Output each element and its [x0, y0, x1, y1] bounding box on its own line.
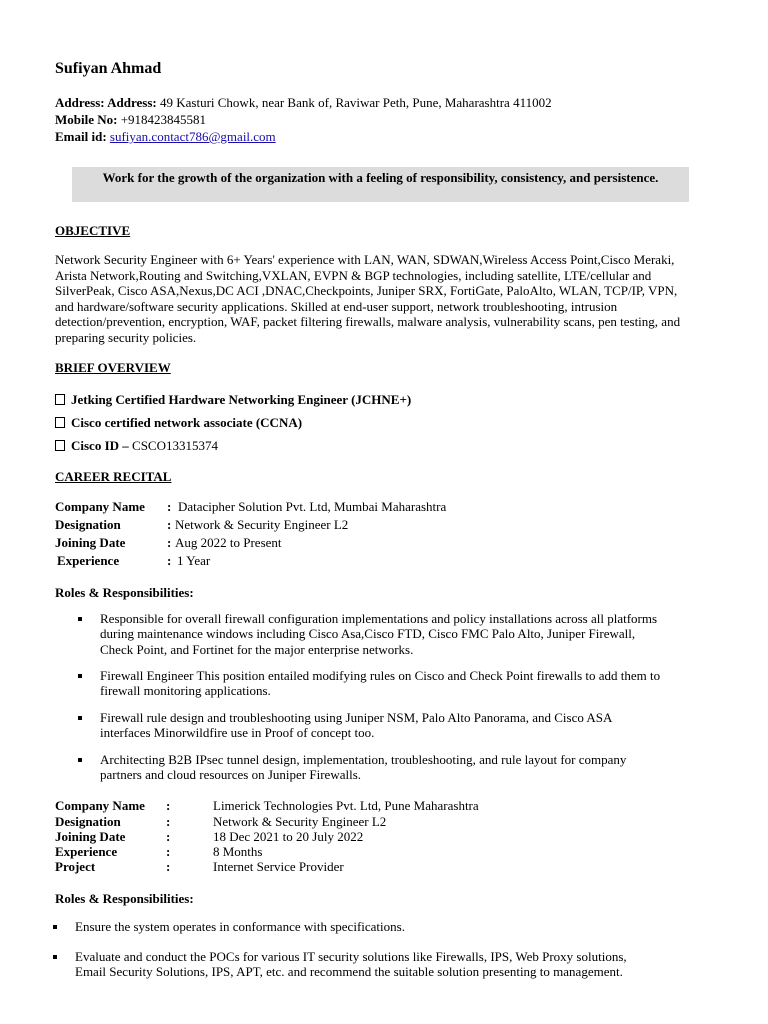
detail-colon: :	[167, 535, 172, 550]
email-link[interactable]: sufiyan.contact786@gmail.com	[109, 129, 276, 144]
detail-colon: :	[166, 798, 171, 813]
objective-line: and hardware/software security applications. Skilled at end-user support, network troubleshooting, intrusion	[55, 298, 618, 314]
detail-value: Network & Security Engineer L2	[213, 814, 387, 829]
list-item-line: during maintenance windows including Cisco Asa,Cisco FTD, Cisco FMC Palo Alto, Juniper Firewall,	[100, 626, 636, 642]
objective-line: SilverPeak, Cisco ASA,Nexus,DC ACI ,DNAC,Checkpoints, Juniper SRX, FortiGate, PaloAlto, WLAN, TCP/IP, VPN,	[55, 283, 678, 299]
career-goal-banner	[72, 167, 689, 202]
detail-colon: :	[166, 859, 171, 874]
objective-line: preparing security policies.	[55, 329, 197, 345]
list-item-line: interfaces Minorwildfire use in Proof of concept too.	[100, 725, 375, 741]
detail-colon: :	[166, 829, 171, 844]
mobile-line	[55, 112, 206, 128]
detail-key: Experience	[57, 553, 120, 568]
detail-colon: :	[167, 553, 172, 568]
bullet-icon	[78, 617, 82, 621]
certification-name: Cisco ID –	[71, 438, 133, 453]
detail-value: 18 Dec 2021 to 20 July 2022	[213, 829, 364, 844]
roles-heading: Roles & Responsibilities:	[55, 585, 194, 600]
detail-colon: :	[167, 517, 172, 532]
career-goal-text: Work for the growth of the organization with a feeling of responsibility, consistency, and persistence.	[102, 170, 659, 185]
list-item-line: Firewall Engineer This position entailed modifying rules on Cisco and Check Point firewalls to add them to	[100, 668, 661, 683]
objective-line: detection/prevention, encryption, WAF, packet filtering firewalls, malware analysis, vulnerability scans, pen testing, and	[55, 314, 681, 330]
list-item-line: firewall monitoring applications.	[100, 683, 271, 699]
detail-key: Designation	[55, 517, 121, 532]
checkbox-icon	[55, 394, 65, 405]
mobile-label: Mobile No:	[55, 112, 118, 127]
detail-value: 1 Year	[177, 553, 211, 568]
detail-colon: :	[166, 844, 171, 859]
list-item	[75, 949, 627, 980]
email-line	[55, 129, 276, 145]
checkbox-icon	[55, 417, 65, 428]
list-item-line: partners and cloud resources on Juniper Firewalls.	[100, 767, 362, 783]
candidate-name: Sufiyan Ahmad	[55, 60, 162, 77]
detail-value: 8 Months	[213, 844, 263, 859]
detail-colon: :	[166, 814, 171, 829]
bullet-icon	[78, 716, 82, 720]
detail-key: Experience	[55, 844, 118, 859]
list-item	[100, 668, 660, 699]
address-value: 49 Kasturi Chowk, near Bank of, Raviwar Peth, Pune, Maharashtra 411002	[156, 95, 552, 110]
bullet-icon	[78, 758, 82, 762]
email-label: Email id:	[55, 129, 107, 144]
mobile-value: +918423845581	[117, 112, 207, 127]
certification-name: Cisco certified network associate (CCNA)	[71, 415, 303, 430]
certification-item	[55, 438, 218, 454]
detail-key: Company Name	[55, 798, 145, 813]
objective-heading: OBJECTIVE	[55, 223, 131, 238]
objective-paragraph	[55, 252, 745, 346]
list-item	[100, 710, 612, 741]
address-line	[55, 95, 552, 111]
detail-value: Aug 2022 to Present	[175, 535, 282, 550]
detail-value: Datacipher Solution Pvt. Ltd, Mumbai Maharashtra	[178, 499, 447, 514]
detail-key: Designation	[55, 814, 121, 829]
detail-colon: :	[167, 499, 172, 514]
detail-value: Network & Security Engineer L2	[175, 517, 349, 532]
career-heading: CAREER RECITAL	[55, 469, 172, 484]
list-item-line: Check Point, and Fortinet for the major enterprise networks.	[100, 641, 414, 657]
list-item-line: Ensure the system operates in conformance with specifications.	[75, 919, 405, 934]
address-label: Address: Address:	[55, 95, 157, 110]
certification-detail: CSCO13315374	[132, 438, 218, 453]
overview-heading: BRIEF OVERVIEW	[55, 360, 171, 375]
list-item	[75, 919, 405, 934]
list-item-line: Evaluate and conduct the POCs for various IT security solutions like Firewalls, IPS, Web Proxy solutions,	[75, 949, 627, 964]
list-item	[100, 752, 626, 783]
list-item-line: Architecting B2B IPsec tunnel design, implementation, troubleshooting, and rule layout for company	[100, 752, 627, 767]
bullet-icon	[78, 674, 82, 678]
list-item	[100, 611, 657, 657]
roles-heading: Roles & Responsibilities:	[55, 891, 194, 906]
list-item-line: Email Security Solutions, IPS, APT, etc. and recommend the suitable solution presenting to management.	[75, 964, 623, 980]
certification-name: Jetking Certified Hardware Networking Engineer (JCHNE+)	[71, 392, 412, 407]
list-item-line: Firewall rule design and troubleshooting using Juniper NSM, Palo Alto Panorama, and Cisco ASA	[100, 710, 613, 725]
detail-key: Joining Date	[55, 829, 126, 844]
certification-item	[55, 415, 302, 431]
checkbox-icon	[55, 440, 65, 451]
bullet-icon	[53, 925, 57, 929]
certification-item	[55, 392, 411, 408]
objective-line: Arista Network,Routing and Switching,VXLAN, EVPN & BGP technologies, including satellite, LTE/cellular and	[55, 267, 652, 283]
objective-line: Network Security Engineer with 6+ Years' experience with LAN, WAN, SDWAN,Wireless Access Point,Cisco Meraki,	[55, 252, 675, 267]
bullet-icon	[53, 955, 57, 959]
list-item-line: Responsible for overall firewall configuration implementations and policy installations across all platforms	[100, 611, 658, 626]
detail-value: Limerick Technologies Pvt. Ltd, Pune Maharashtra	[213, 798, 479, 813]
detail-value: Internet Service Provider	[213, 859, 344, 874]
detail-key: Company Name	[55, 499, 145, 514]
detail-key: Project	[55, 859, 96, 874]
detail-key: Joining Date	[55, 535, 126, 550]
